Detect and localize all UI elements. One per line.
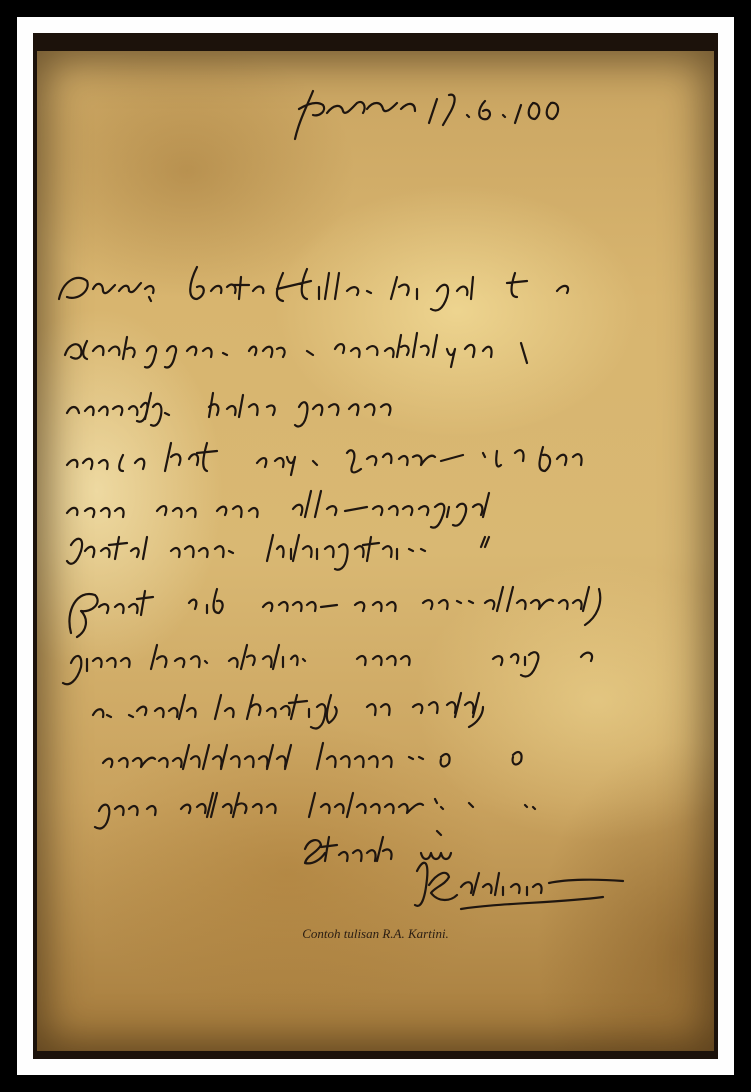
handwriting-line-9 xyxy=(93,693,483,729)
letter-paper xyxy=(37,51,714,1051)
handwriting-line-3 xyxy=(67,393,390,427)
handwriting-line-6 xyxy=(67,535,489,570)
handwriting-line-7 xyxy=(69,587,600,637)
handwriting-line-5 xyxy=(67,491,489,528)
handwriting-line-8 xyxy=(63,645,592,684)
handwriting-date xyxy=(295,91,558,139)
handwriting-line-11 xyxy=(95,793,535,829)
handwriting-line-4 xyxy=(67,443,582,475)
handwriting-signature xyxy=(415,863,623,909)
handwriting-line-1 xyxy=(59,267,568,311)
handwriting-closing xyxy=(305,831,451,863)
handwriting-ink xyxy=(37,51,714,1051)
handwriting-line-10 xyxy=(103,743,522,769)
photo-caption: Contoh tulisan R.A. Kartini. xyxy=(302,926,449,941)
framed-letter-photo xyxy=(33,33,718,1059)
handwriting-line-2 xyxy=(65,333,527,368)
